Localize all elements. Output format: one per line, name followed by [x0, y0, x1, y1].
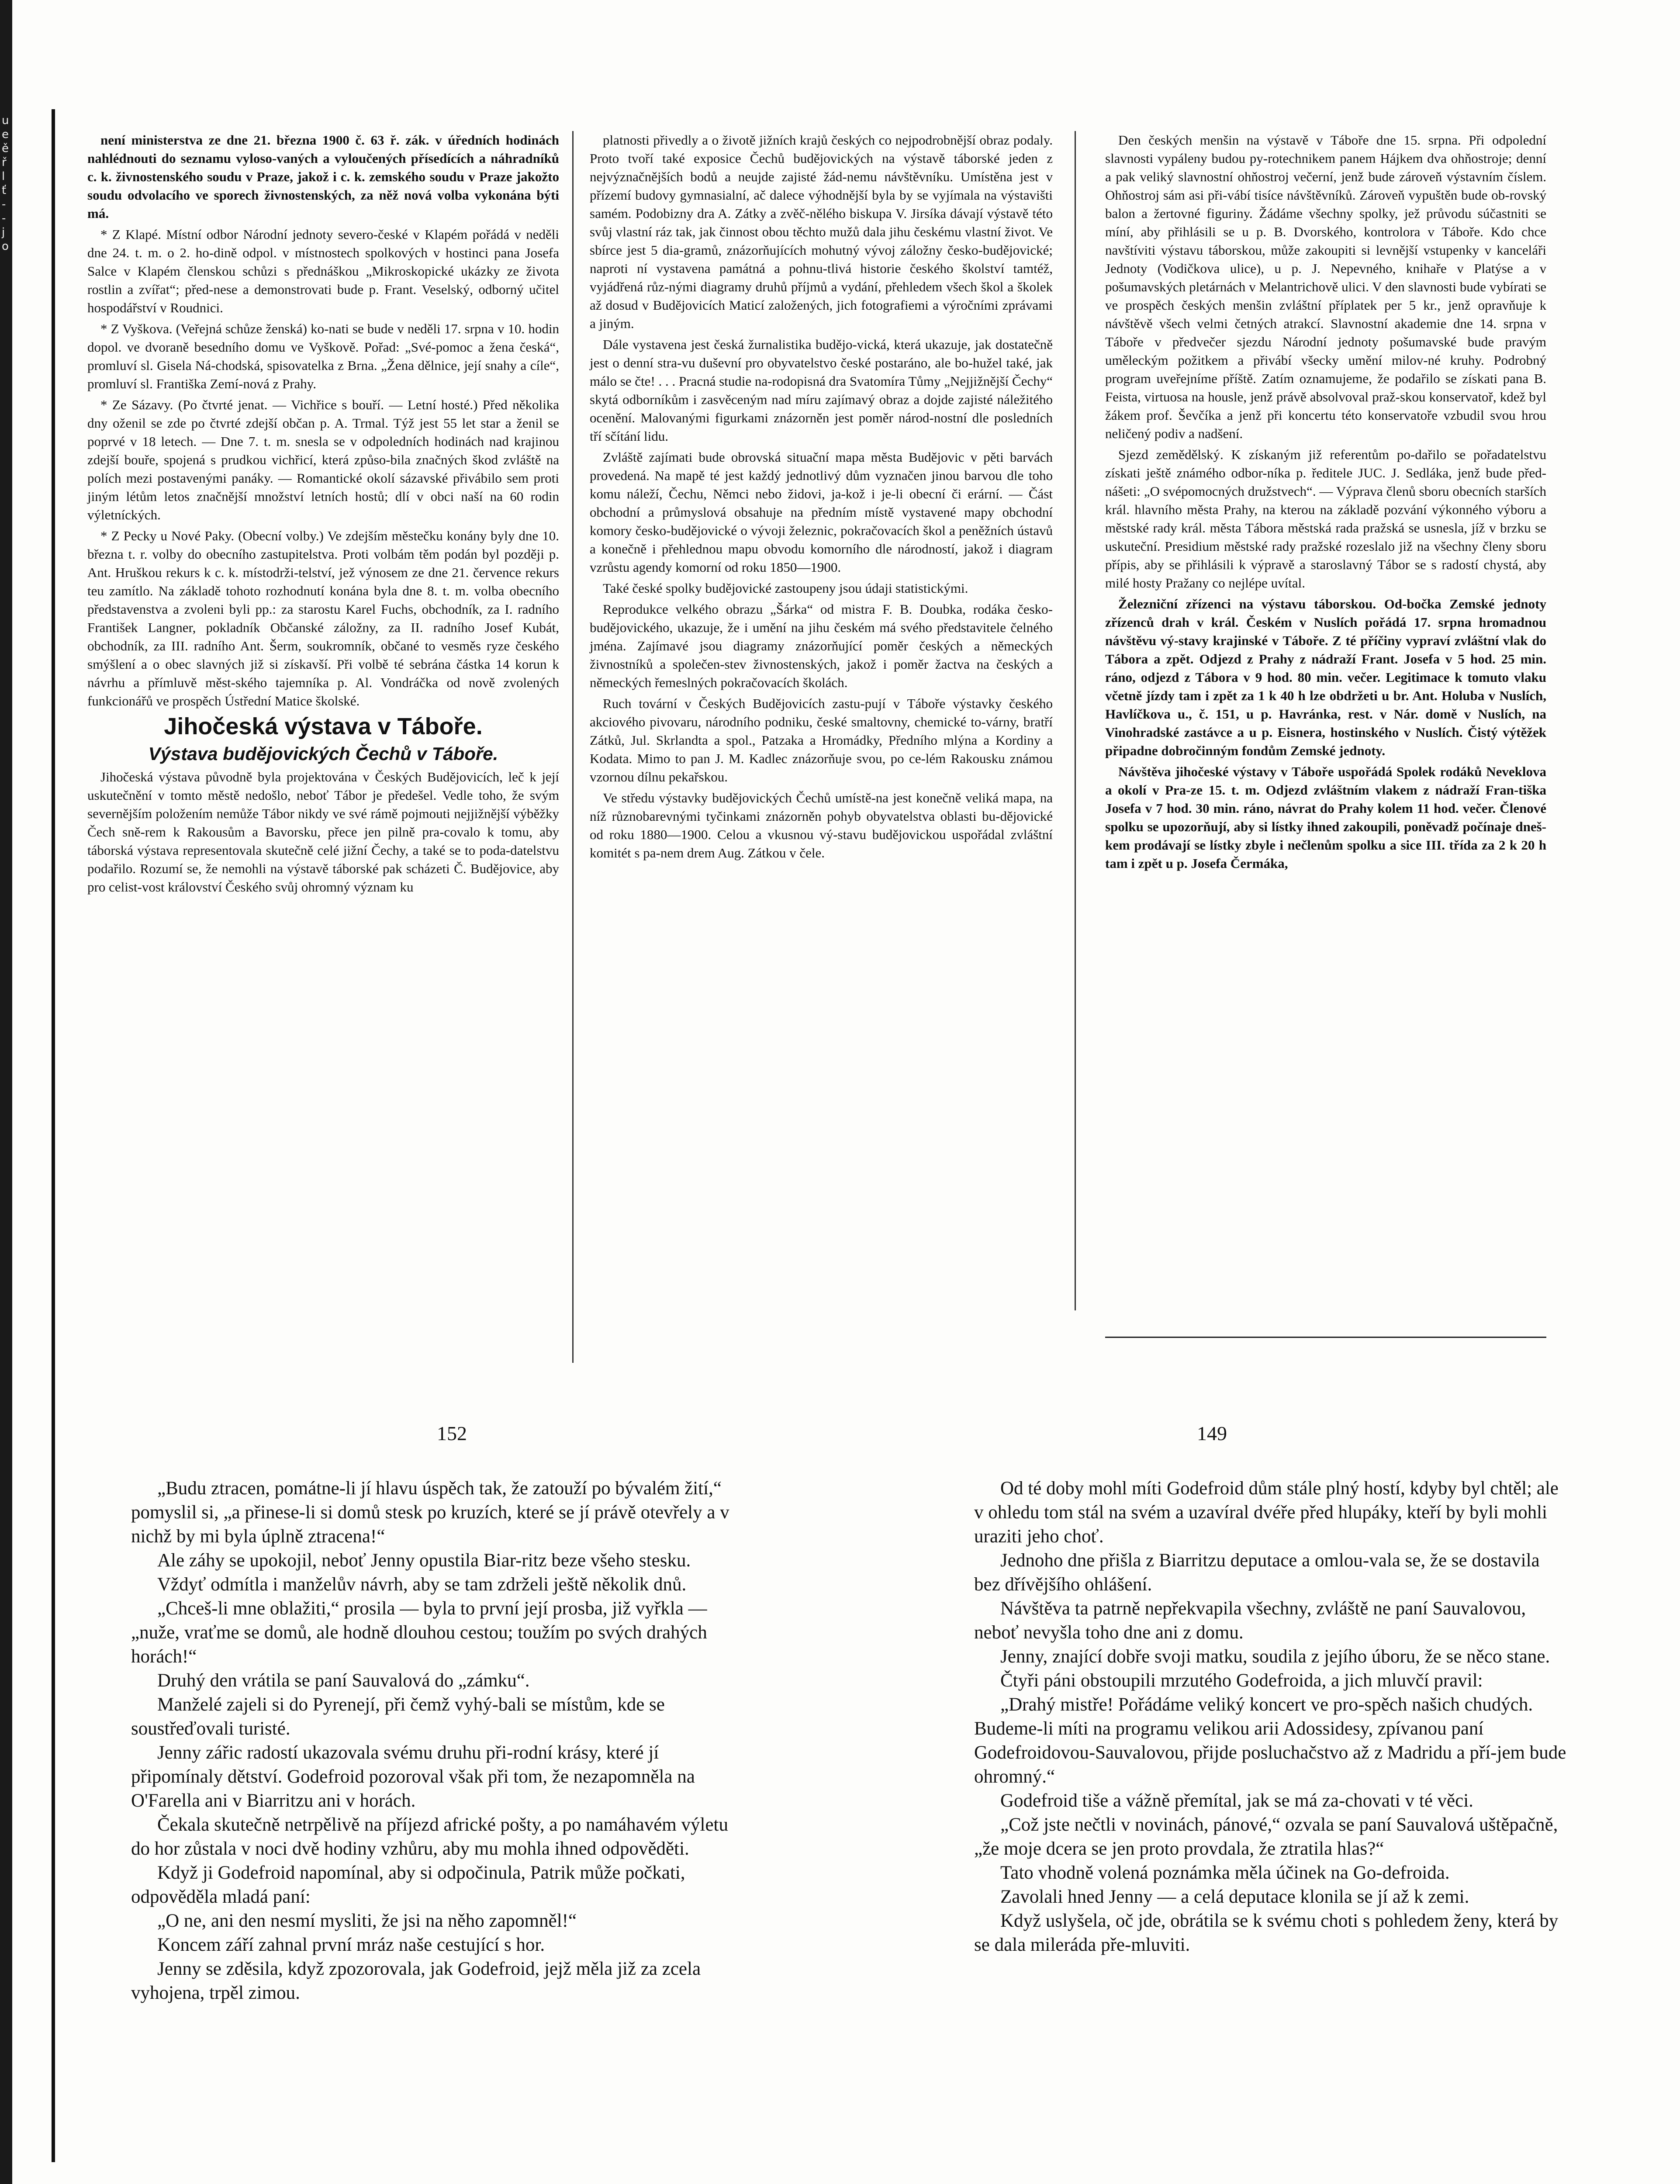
headline: Jihočeská výstava v Táboře. — [164, 713, 483, 740]
novel-page-right — [974, 1476, 1568, 1957]
novel-paragraph: Druhý den vrátila se paní Sauvalová do „zámku“. — [157, 1670, 530, 1691]
edge-char: u — [2, 114, 9, 127]
novel-paragraph: Zavolali hned Jenny — a celá deputace klonila se jí až k zemi. — [1000, 1887, 1469, 1907]
newspaper-column-2 — [590, 131, 1053, 865]
novel-paragraph: Jenny zářic radostí ukazovala svému druhu při-rodní krásy, které jí připomínaly dětství. Godefroid pozoroval však při tom, že nezapomněla na O'Farella ani v Biarritzu ani v horách. — [131, 1742, 695, 1811]
edge-characters — [2, 114, 10, 253]
news-paragraph: Sjezd zemědělský. K získaným již referentům po-dařilo se pořadatelstvu získati ještě známého odbor-níka p. ředitele JUC. J. Sedláka, jenž bude před-nášeti: „O svépomocných družstvech“. — Výprava členů sboru obecních starších král. hlavního města Prahy, na kterou na základě pozvání výkonného výboru a městské rady král. města Tábora městská rada pražská se usnesla, jíž v brzku se uskuteční. Presidium městské rady pražské rozeslalo již na všechny členy sboru přípis, aby se přihlásili k výpravě a staroslavný Tábor se s radostí chystá, aby milé hosty Pražany co nejlépe uvítal. — [1105, 447, 1546, 591]
news-paragraph: není ministerstva ze dne 21. března 1900 č. 63 ř. zák. v úředních hodinách nahlédnouti do seznamu vyloso-vaných a vyloučených přísedících a náhradníků c. k. živnostenského soudu v Praze, jakož i c. k. zemského soudu v Praze jakožto soudu odvolacího ve sporech živnostenských, za něž nová volba vykonána býti má. — [87, 132, 559, 221]
column-divider — [572, 131, 574, 1363]
news-paragraph: * Z Pecky u Nové Paky. (Obecní volby.) Ve zdejším městečku konány byly dne 10. března t. r. volby do obecního zastupitelstva. Proti volbám těm podán byl později p. Ant. Hruškou rekurs k c. k. místodrži-telství, jež výnosem ze dne 21. července rekurs teu zamítlo. Na základě tohoto rozhodnutí konána byla dne 8. t. m. volba obecního představenstva a zvoleni byli pp.: za starostu Karel Fuchs, obchodník, za I. radního František Langner, pokladník Občanské záložny, za II. radního Josef Kubát, obchodník, za III. radního Ant. Šerm, soukromník, občané to vesměs ryze českého smýšlení a o obec slavných již si získavší. Při volbě té sebrána částka 14 korun k návrhu a přímluvě měst-ského tajemníka p. Al. Vondráčka od nově zvolených funkcionářů ve prospěch Ústřední Matice školské. — [87, 528, 559, 708]
column-1-article — [87, 768, 559, 896]
novel-paragraph: Čtyři páni obstoupili mrzutého Godefroida, a jich mluvčí pravil: — [1000, 1670, 1483, 1691]
news-paragraph: Zvláště zajímati bude obrovská situační mapa města Budějovic v pěti barvách provedená. Na mapě té jest každý jednotlivý dům vyznačen jinou barvou dle toho komu náleží, Čechu, Němci nebo židovi, ja-kož i je-li obecní či erární. — Část obchodní a průmyslová obsahuje na předním místě vystavené mapy obchodní komory česko-budějovické o vývoji železnic, pokračovacích škol a peněžních ústavů a konečně i přehlednou mapu obvodu komorního dle národností, jakož i diagram vzrůstu agendy komorní od roku 1850—1900. — [590, 449, 1053, 575]
novel-left-paragraphs — [131, 1476, 743, 2005]
novel-paragraph: Čekala skutečně netrpělivě na příjezd africké pošty, a po namáhavém výletu do hor zůstala v noci dvě hodiny vzhůru, aby mu mohla ihned odpověděti. — [131, 1814, 728, 1859]
edge-char: o — [2, 240, 9, 253]
novel-paragraph: Tato vhodně volená poznámka měla účinek na Go-defroida. — [1000, 1863, 1450, 1883]
column-1-paragraphs — [87, 131, 559, 710]
edge-char: j — [2, 226, 5, 239]
novel-paragraph: Když ji Godefroid napomínal, aby si odpočinula, Patrik může počkati, odpověděla mladá paní: — [131, 1863, 685, 1907]
section-rule — [1105, 1337, 1546, 1338]
novel-right-paragraphs — [974, 1476, 1568, 1957]
news-paragraph: * Ze Sázavy. (Po čtvrté jenat. — Vichřice s bouří. — Letní hosté.) Před několika dny oženil se zde po čtvrté zdejší občan p. A. Trmal. Týž jest 55 let star a ženil se poprvé v 18 letech. — Dne 7. t. m. snesla se v odpoledních hodinách nad krajinou zdejší bouře, spojená s prudkou vichřicí, která způso-bila značných škod zvláště na polích mezi postavenými panáky. — Romantické okolí sázavské přivábilo sem proti jiným létům letos značnější množství letních hostů; dlí v obci naší na 60 rodin výletníckých. — [87, 397, 559, 522]
news-paragraph: platnosti přivedly a o životě jižních krajů českých co nejpodrobnější obraz podaly. Proto tvoří také exposice Čechů budějovických na výstavě táborské jeden z nejvýznačnějších bodů a neujde zajisté žád-nemu návštěvníku. Umístěna jest v přízemí budovy gymnasialní, ač dalece výhodnější byla by se vyjímala na výstavišti samém. Podobizny dra A. Zátky a zvěč-nělého biskupa V. Jirsíka dávají výstavě této svůj vlastní ráz tak, jak činnost obou těchto mužů dala jihu českému vlastní život. Ve sbírce jest 5 dia-gramů, znázorňujících mohutný vývoj záložny česko-budějovické; naproti ní vystavena památná a pohnu-tlivá historie českého školství tamtéž, vyjádřená růz-nými diagramy druhů příjmů a vydání, přehledem všech škol a školek až dosud v Budějovicích Maticí založených, jich fotografiemi a výročními zprávami a jiným. — [590, 132, 1053, 331]
news-paragraph: Také české spolky budějovické zastoupeny jsou údaji statistickými. — [603, 581, 968, 596]
edge-char: ě — [2, 142, 9, 155]
binding-rule — [52, 109, 55, 2162]
novel-paragraph: Manželé zajeli si do Pyrenejí, při čemž vyhý-bali se místům, kde se soustřeďovali turisté. — [131, 1694, 665, 1739]
novel-page-left — [131, 1476, 743, 2005]
column-2-paragraphs — [590, 131, 1053, 862]
adjacent-page-edge — [0, 0, 12, 2184]
novel-paragraph: Od té doby mohl míti Godefroid dům stále plný hostí, kdyby byl chtěl; ale v ohledu tom stál na svém a uzavíral dvéře před hlupáky, kteří by byli mohli uraziti jeho choť. — [974, 1478, 1559, 1547]
page-number-right: 149 — [1197, 1422, 1227, 1444]
news-paragraph: Ve středu výstavky budějovických Čechů umístě-na jest konečně veliká mapa, na níž různobarevnými tyčinkami znázorněn pohyb obyvatelstva oblasti bu-dějovické od roku 1880—1900. Celou a vkusnou vý-stavu budějovickou uspořádal zvláštní komitét s pa-nem drem Aug. Zátkou v čele. — [590, 790, 1053, 860]
edge-char: l — [2, 170, 5, 183]
news-paragraph: Železniční zřízenci na výstavu táborskou. Od-bočka Zemské jednoty zřízenců drah v král. Českém v Nuslích pořádá 17. srpna hromadnou návštěvu vý-stavy krajinské v Táboře. Z té příčiny vypraví zvláštní vlak do Tábora a zpět. Odjezd z Prahy z nádraží Frant. Josefa v 5 hod. 25 min. ráno, odjezd z Tábora v 9 hod. 80 min. večer. Legitimace k tomuto vlaku včetně jízdy tam i zpět za 1 k 40 h lze obdržeti u br. Ant. Holuba v Nuslích, Havlíčkova u., č. 151, u p. Havránka, rest. v Nár. domě v Nuslích, na Vinohradské zastávce a u p. Eisnera, hostinského v Nuslích. Čistý výtěžek připadne dobročinným fondům Zemské jednoty. — [1105, 596, 1546, 758]
edge-char: - — [2, 198, 6, 211]
novel-paragraph: Godefroid tiše a vážně přemítal, jak se má za-chovati v té věci. — [1000, 1790, 1473, 1811]
novel-paragraph: Jednoho dne přišla z Biarritzu deputace a omlou-vala se, že se dostavila bez dřívějšího ohlášení. — [974, 1550, 1540, 1595]
novel-paragraph: „Což jste nečtli v novinách, pánové,“ ozvala se paní Sauvalová uštěpačně, „že moje dcera se jen proto provdala, že ztratila hlas?“ — [974, 1814, 1558, 1859]
news-paragraph: * Z Klapé. Místní odbor Národní jednoty severo-české v Klapém pořádá v neděli dne 24. t. m. o 2. ho-dině odpol. v místnostech spolkových v hostinci pana Josefa Salce v Klapém členskou schůzi s přednáškou „Mikroskopické ukázky ze života rostlin a zvířat“; před-nese a demonstrovati bude p. Frant. Veselský, odborný učitel hospodářství v Roudnici. — [87, 227, 559, 315]
news-paragraph: Ruch tovární v Českých Budějovicích zastu-pují v Táboře výstavky českého akciového pivovaru, národního podniku, české smaltovny, chemické to-várny, bratří Zátků, Jul. Skrlandta a spol., Patzaka a Hromádky, Předního mlýna a Kordiny a Kodata. Mimo to pan J. M. Kadlec znázorňuje svou, po ce-lém Rakousku známou vzornou dílnu pekařskou. — [590, 696, 1053, 784]
novel-paragraph: „O ne, ani den nesmí mysliti, že jsi na něho zapomněl!“ — [157, 1911, 577, 1931]
newspaper-column-1 — [87, 131, 559, 899]
news-paragraph: Jihočeská výstava původně byla projektována v Českých Budějovicích, leč k její uskutečnění v tomto městě nedošlo, neboť Tábor je předešel. Vedle toho, že svým severnějším položením nemůže Tábor nikdy ve své rámě pojmouti nejjižnější výběžky Čech sně-rem k Rakousům a Bavorsku, přece jen pilně pra-covalo k tomu, aby táborská výstava representovala skutečně celé jižní Čechy, a také se to poda-datelstvu podařilo. Rozumí se, že nemohli na výstavě táborské pak scházeti Č. Budějovice, aby pro celist-vost království Českého svůj ohromný význam ku — [87, 769, 559, 895]
news-paragraph: Reprodukce velkého obrazu „Šárka“ od mistra F. B. Doubka, rodáka česko-budějovického, ukazuje, že i umění na jihu českém má svého představitele čelného jména. Zajímavé jsou diagramy znázorňující poměr českých a německých živnostníků a společen-stev živnostenských, jakož i poměr žactva na českých a německých řemeslných pokračovacích školách. — [590, 601, 1053, 690]
novel-paragraph: Ale záhy se upokojil, neboť Jenny opustila Biar-ritz beze všeho stesku. — [157, 1550, 691, 1571]
column-3-paragraphs — [1105, 131, 1546, 873]
news-paragraph: * Z Vyškova. (Veřejná schůze ženská) ko-nati se bude v neděli 17. srpna v 10. hodin dopol. ve dvoraně besedního domu ve Vyškově. Pořad: „Své-pomoc a žena česká“, promluví sl. Gisela Ná-chodská, spisovatelka z Brna. „Žena dělnice, její snahy a cíle“, promluví sl. Františka Zemí-nová z Prahy. — [87, 321, 559, 391]
novel-paragraph: „Budu ztracen, pomátne-li jí hlavu úspěch tak, že zatouží po bývalém žití,“ pomyslil si, „a přinese-li si domů stesk po kruzích, které se jí právě otevřely a v nichž by mi byla úplně ztracena!“ — [131, 1478, 729, 1547]
novel-paragraph: Jenny se zděsila, když zpozorovala, jak Godefroid, jejž měla již za zcela vyhojena, trpěl zimou. — [131, 1959, 701, 2003]
novel-paragraph: Když uslyšela, oč jde, obrátila se k svému choti s pohledem ženy, která by se dala mileráda pře-mluviti. — [974, 1911, 1559, 1955]
edge-char: e — [2, 128, 9, 141]
edge-char: ť — [2, 184, 7, 197]
newspaper-column-3 — [1105, 131, 1546, 875]
novel-paragraph: Jenny, znající dobře svoji matku, soudila z jejího úboru, že se něco stane. — [1000, 1646, 1550, 1667]
edge-char: - — [2, 212, 6, 225]
novel-paragraph: Návštěva ta patrně nepřekvapila všechny, zvláště ne paní Sauvalovou, neboť nevyšla toho dne ani z domu. — [974, 1598, 1526, 1643]
novel-paragraph: „Chceš-li mne oblažiti,“ prosila — byla to první její prosba, již vyřkla — „nuže, vraťme se domů, ale hodně dlouhou cestou; toužím po svých drahých horách!“ — [131, 1598, 707, 1667]
page-number-left: 152 — [437, 1422, 467, 1444]
news-paragraph: Dále vystavena jest česká žurnalistika budějo-vická, která ukazuje, jak dostatečně jest o denní stra-vu duševní pro obyvatelstvo české postaráno, ale bo-hužel také, jak málo se čte! . . . Pracná studie na-rodopisná dra Svatomíra Tůmy „Nejjižnější Čechy“ skytá odborníkům i zasvěceným nad míru zajímavý obraz a dojde zajisté náležitého ocenění. Malovanými figurkami znázorněn jest poměr národ-nostní dle posledních tří sčítání lidu. — [590, 337, 1053, 444]
novel-paragraph: „Drahý mistře! Pořádáme veliký koncert ve pro-spěch našich chudých. Budeme-li míti na programu velikou arii Adossidesy, zpívanou paní Godefroidovou-Sauvalovou, přijde posluchačstvo až z Madridu a pří-jem bude ohromný.“ — [974, 1694, 1566, 1787]
edge-char: ř — [2, 156, 7, 169]
column-divider — [1075, 131, 1076, 1310]
news-paragraph: Návštěva jihočeské výstavy v Táboře uspořádá Spolek rodáků Neveklova a okolí v Pra-ze 15. t. m. Odjezd zvláštním vlakem z nádraží Fran-tiška Josefa v 7 hod. 30 min. ráno, návrat do Prahy kolem 11 hod. večer. Členové spolku se upozorňují, aby si lístky ihned zakoupili, poněvadž počínaje dneš-kem prodávají se lístky zbyle i nečlenům spolku a sice III. třída za 2 k 20 h tam i zpět u p. Josefa Čermáka, — [1105, 764, 1546, 871]
subheadline: Výstava budějovických Čechů v Táboře. — [148, 743, 498, 764]
novel-paragraph: Vždyť odmítla i manželův návrh, aby se tam zdrželi ještě několik dnů. — [157, 1574, 687, 1595]
news-paragraph: Den českých menšin na výstavě v Táboře dne 15. srpna. Při odpolední slavnosti vypáleny budou py-rotechnikem panem Hájkem dva ohňostroje; denní a pak veliký slavnostní ohňostroj večerní, jenž bude zároveň výstavním číslem. Ohňostroj sám asi při-vábí tisíce návštěvníků. Zároveň vypuštěn bude ob-rovský balon a žertovné figuriny. Žádáme všechny spolky, jež průvodu súčastniti se míní, aby přihlásili se u p. B. Dvorského, kontrolora v Táboře. Kdo chce navštíviti výstavu táborskou, může zakoupiti si levnější vstupenky v kanceláři Jednoty (Vodičkova ulice), u p. J. Nepevného, knihaře v Platýse a v pošumavských pletárnách v Melantrichově ulici. V den slavnosti bude vybírati se ve prospěch českých menšin zvláštní příplatek per 5 kr., jenž opravňuje k návštěvě všech velmi četných atrakcí. Slavnostní akademie dne 14. srpna v Táboře v předvečer sjezdu Národní jednoty pošumavské bude pravým uměleckým požitkem a přivábí všecky umění milov-né kruhy. Podrobný program uveřejníme příště. Zatím oznamujeme, že podařilo se získati pana B. Feista, virtuosa na housle, jenž právě absolvoval praž-skou konservatoř, kdež byl žákem prof. Ševčíka a jenž při koncertu této konservatoře vzbudil svou hrou neličený podiv a nadšení. — [1105, 132, 1546, 441]
novel-paragraph: Koncem září zahnal první mráz naše cestující s hor. — [157, 1935, 545, 1955]
